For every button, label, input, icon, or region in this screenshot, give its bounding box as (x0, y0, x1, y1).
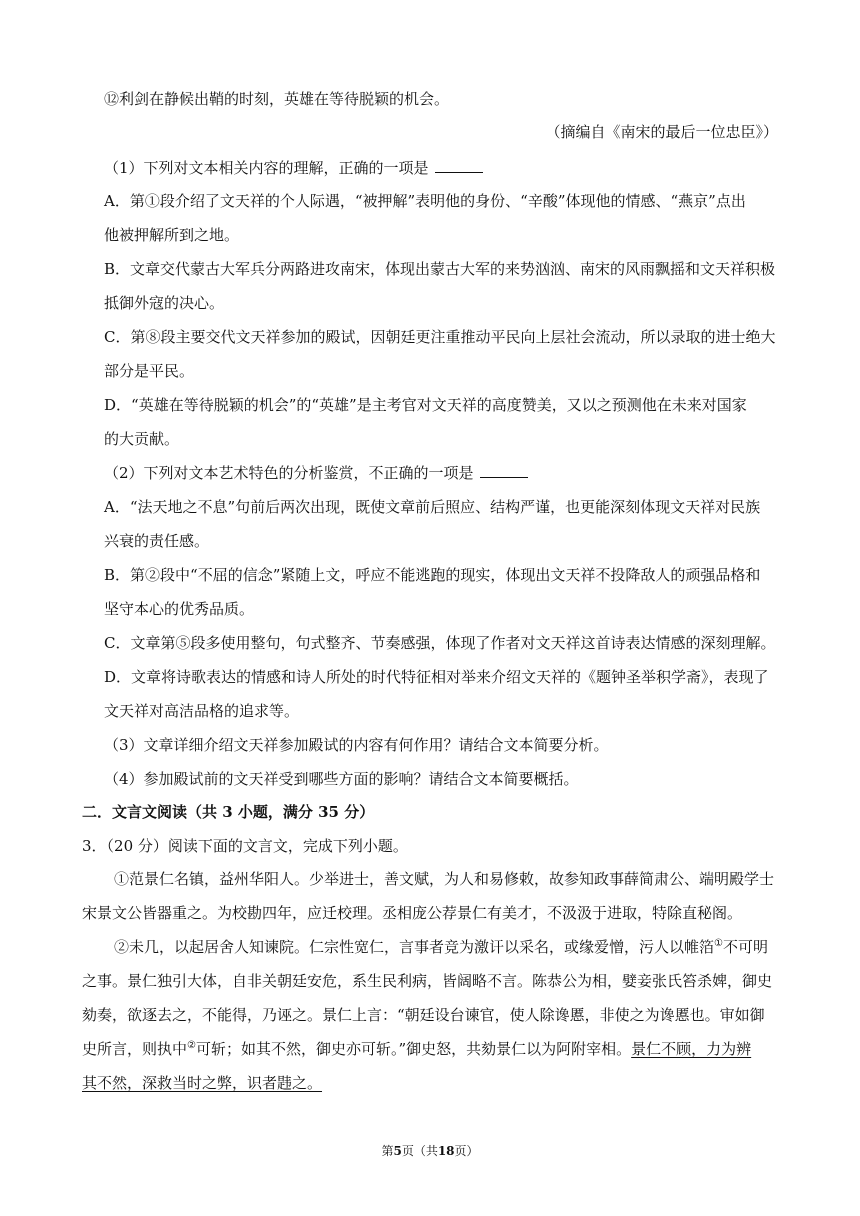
question-2-stem-text: （2）下列对文本艺术特色的分析鉴赏，不正确的一项是 (104, 464, 474, 482)
classical-p2-line1-tail: 不可明 (722, 938, 768, 956)
q2-option-d-line2: 文天祥对高洁品格的追求等。 (104, 702, 300, 720)
passage-paragraph-12: ⑫利剑在静候出鞘的时刻，英雄在等待脱颖的机会。 (104, 90, 450, 108)
q1-option-a-line2: 他被押解所到之地。 (104, 226, 240, 244)
classical-p2-line1 (114, 936, 784, 958)
section-heading-classical-reading: 二．文言文阅读（共 3 小题，满分 35 分） (82, 803, 375, 821)
classical-p1-line1: ①范景仁名镇，益州华阳人。少举进士，善文赋，为人和易修敕，故参知政事薛简肃公、端明殿学士 (114, 870, 775, 888)
question-2-stem (104, 462, 784, 484)
q2-option-d-line1: D．文章将诗歌表达的情感和诗人所处的时代特征相对举来介绍文天祥的《题钟圣举积学斋》，表现了 (104, 668, 769, 686)
classical-p2-line3: 劾奏，欲逐去之，不能得，乃诬之。景仁上言：“朝廷设台谏官，使人除谗慝，非使之为谗慝也。审如御 (82, 1006, 765, 1024)
page-footer (0, 1140, 860, 1162)
footer-mid: 页（共 (401, 1144, 438, 1158)
q1-option-b-line2: 抵御外寇的决心。 (104, 294, 225, 312)
classical-p2-line4-text: 史所言，则执中 (82, 1040, 188, 1058)
q2-option-a-line2: 兴衰的责任感。 (104, 532, 210, 550)
q1-option-d-line2: 的大贡献。 (104, 430, 180, 448)
classical-p2-line1-text: ②未几，以起居舍人知谏院。仁宗性宽仁，言事者竞为激讦以采名，或缘爱憎，污人以帷箔 (114, 938, 715, 956)
q2-option-a-line1: A．“法天地之不息”句前后两次出现，既使文章前后照应、结构严谨，也更能深刻体现文天祥对民族 (104, 498, 761, 516)
q1-option-c-line2: 部分是平民。 (104, 362, 195, 380)
q1-option-d-line1: D．“英雄在等待脱颖的机会”的“英雄”是主考官对文天祥的高度赞美，又以之预测他在未来对国家 (104, 396, 747, 414)
underlined-sentence-end: 其不然，深救当时之弊，识者韪之。 (82, 1074, 323, 1092)
answer-blank (480, 463, 528, 478)
underlined-sentence-start: 景仁不顾，力为辨 (631, 1040, 752, 1058)
footer-suffix: 页） (454, 1144, 479, 1158)
question-3: （3）文章详细介绍文天祥参加殿试的内容有何作用？请结合文本简要分析。 (104, 736, 609, 754)
footer-total-pages: 18 (437, 1144, 455, 1158)
classical-p1-line2: 宋景文公皆器重之。为校勘四年，应迁校理。丞相庞公荐景仁有美才，不汲汲于进取，特除直秘阁。 (82, 904, 743, 922)
q1-option-b-line1: B．文章交代蒙古大军兵分两路进攻南宋，体现出蒙古大军的来势汹汹、南宋的风雨飘摇和文天祥积极 (104, 260, 776, 278)
footnote-marker-2: ② (187, 1040, 196, 1051)
answer-blank (435, 158, 483, 173)
question-3-main: 3．（20 分）阅读下面的文言文，完成下列小题。 (82, 837, 408, 855)
q1-option-c-line1: C．第⑧段主要交代文天祥参加的殿试，因朝廷更注重推动平民向上层社会流动，所以录取的进士绝大 (104, 328, 776, 346)
q1-option-a-line1: A．第①段介绍了文天祥的个人际遇，“被押解”表明他的身份、“辛酸”体现他的情感、“燕京”点出 (104, 192, 746, 210)
classical-p2-line4-mid: 可斩；如其不然，御史亦可斩。”御史怒，共劾景仁以为阿附宰相。 (195, 1040, 632, 1058)
q2-option-b-line1: B．第②段中“不屈的信念”紧随上文，呼应不能逃跑的现实，体现出文天祥不投降敌人的顽强品格和 (104, 566, 761, 584)
question-4: （4）参加殿试前的文天祥受到哪些方面的影响？请结合文本简要概括。 (104, 770, 579, 788)
passage-source: （摘编自《南宋的最后一位忠臣》） (545, 123, 778, 141)
footnote-marker-1: ① (714, 938, 723, 949)
q2-option-b-line2: 坚守本心的优秀品质。 (104, 600, 255, 618)
question-1-stem (104, 157, 784, 179)
classical-p2-line5 (82, 1072, 782, 1094)
classical-p2-line4 (82, 1038, 782, 1060)
question-1-stem-text: （1）下列对文本相关内容的理解，正确的一项是 (104, 159, 429, 177)
footer-prefix: 第 (381, 1144, 394, 1158)
q2-option-c-line1: C．文章第⑤段多使用整句，句式整齐、节奏感强，体现了作者对文天祥这首诗表达情感的深刻理解。 (104, 634, 776, 652)
classical-p2-line2: 之事。景仁独引大体，自非关朝廷安危，系生民利病，皆阔略不言。陈恭公为相，嬖妾张氏笞杀婢，御史 (82, 972, 773, 990)
footer-page-number: 5 (393, 1144, 402, 1158)
